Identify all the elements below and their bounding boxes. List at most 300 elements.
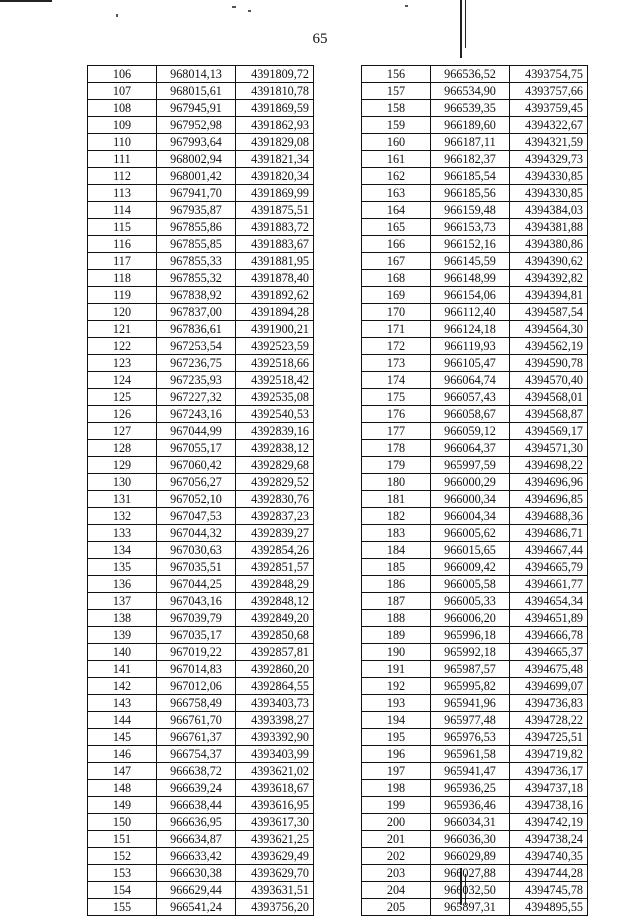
x-coordinate-cell: 966182,37 <box>431 151 510 168</box>
point-number-cell: 196 <box>362 746 431 763</box>
point-number-cell: 143 <box>88 695 157 712</box>
x-coordinate-cell: 967056,27 <box>157 474 236 491</box>
x-coordinate-cell: 966638,72 <box>157 763 236 780</box>
y-coordinate-cell: 4392848,12 <box>236 593 314 610</box>
point-number-cell: 191 <box>362 661 431 678</box>
x-coordinate-cell: 965941,47 <box>431 763 510 780</box>
x-coordinate-cell: 967035,51 <box>157 559 236 576</box>
y-coordinate-cell: 4392864,55 <box>236 678 314 695</box>
y-coordinate-cell: 4394665,79 <box>510 559 588 576</box>
table-row <box>362 797 588 814</box>
y-coordinate-cell: 4391900,21 <box>236 321 314 338</box>
table-row <box>88 100 314 117</box>
table-row <box>88 814 314 831</box>
y-coordinate-cell: 4391821,34 <box>236 151 314 168</box>
point-number-cell: 107 <box>88 83 157 100</box>
table-row <box>362 882 588 899</box>
y-coordinate-cell: 4394590,78 <box>510 355 588 372</box>
y-coordinate-cell: 4394696,96 <box>510 474 588 491</box>
y-coordinate-cell: 4391869,99 <box>236 185 314 202</box>
x-coordinate-cell: 966761,37 <box>157 729 236 746</box>
x-coordinate-cell: 966145,59 <box>431 253 510 270</box>
y-coordinate-cell: 4391892,62 <box>236 287 314 304</box>
table-row <box>88 644 314 661</box>
table-row <box>88 576 314 593</box>
table-row <box>362 610 588 627</box>
table-row <box>88 695 314 712</box>
x-coordinate-cell: 966187,11 <box>431 134 510 151</box>
point-number-cell: 170 <box>362 304 431 321</box>
x-coordinate-cell: 966029,89 <box>431 848 510 865</box>
point-number-cell: 204 <box>362 882 431 899</box>
table-row <box>88 763 314 780</box>
point-number-cell: 112 <box>88 168 157 185</box>
table-row <box>362 559 588 576</box>
point-number-cell: 197 <box>362 763 431 780</box>
point-number-cell: 192 <box>362 678 431 695</box>
x-coordinate-cell: 966152,16 <box>431 236 510 253</box>
y-coordinate-cell: 4394728,22 <box>510 712 588 729</box>
point-number-cell: 161 <box>362 151 431 168</box>
scan-speck <box>248 10 251 12</box>
x-coordinate-cell: 967052,10 <box>157 491 236 508</box>
table-row <box>362 661 588 678</box>
x-coordinate-cell: 965941,96 <box>431 695 510 712</box>
point-number-cell: 201 <box>362 831 431 848</box>
table-row <box>362 831 588 848</box>
y-coordinate-cell: 4392518,66 <box>236 355 314 372</box>
table-row <box>88 797 314 814</box>
table-row <box>362 780 588 797</box>
x-coordinate-cell: 965976,53 <box>431 729 510 746</box>
table-row <box>362 695 588 712</box>
point-number-cell: 132 <box>88 508 157 525</box>
y-coordinate-cell: 4392854,26 <box>236 542 314 559</box>
y-coordinate-cell: 4394667,44 <box>510 542 588 559</box>
point-number-cell: 160 <box>362 134 431 151</box>
table-row <box>362 814 588 831</box>
point-number-cell: 138 <box>88 610 157 627</box>
table-row <box>362 202 588 219</box>
point-number-cell: 122 <box>88 338 157 355</box>
y-coordinate-cell: 4394321,59 <box>510 134 588 151</box>
table-row <box>88 168 314 185</box>
table-row <box>362 508 588 525</box>
point-number-cell: 155 <box>88 899 157 916</box>
table-row <box>362 542 588 559</box>
x-coordinate-cell: 965936,46 <box>431 797 510 814</box>
y-coordinate-cell: 4393754,75 <box>510 66 588 83</box>
y-coordinate-cell: 4394738,16 <box>510 797 588 814</box>
x-coordinate-cell: 967855,85 <box>157 236 236 253</box>
point-number-cell: 117 <box>88 253 157 270</box>
point-number-cell: 167 <box>362 253 431 270</box>
table-row <box>362 474 588 491</box>
y-coordinate-cell: 4392839,16 <box>236 423 314 440</box>
y-coordinate-cell: 4392540,53 <box>236 406 314 423</box>
point-number-cell: 136 <box>88 576 157 593</box>
table-row <box>362 219 588 236</box>
table-row <box>88 661 314 678</box>
table-row <box>88 678 314 695</box>
y-coordinate-cell: 4394696,85 <box>510 491 588 508</box>
table-row <box>362 338 588 355</box>
point-number-cell: 198 <box>362 780 431 797</box>
y-coordinate-cell: 4394661,77 <box>510 576 588 593</box>
y-coordinate-cell: 4392857,81 <box>236 644 314 661</box>
y-coordinate-cell: 4394719,82 <box>510 746 588 763</box>
table-row <box>362 83 588 100</box>
point-number-cell: 163 <box>362 185 431 202</box>
point-number-cell: 121 <box>88 321 157 338</box>
y-coordinate-cell: 4391810,78 <box>236 83 314 100</box>
point-number-cell: 157 <box>362 83 431 100</box>
x-coordinate-cell: 968002,94 <box>157 151 236 168</box>
table-row <box>88 66 314 83</box>
y-coordinate-cell: 4394698,22 <box>510 457 588 474</box>
table-row <box>362 355 588 372</box>
point-number-cell: 115 <box>88 219 157 236</box>
x-coordinate-cell: 966000,29 <box>431 474 510 491</box>
x-coordinate-cell: 966153,73 <box>431 219 510 236</box>
y-coordinate-cell: 4394654,34 <box>510 593 588 610</box>
x-coordinate-cell: 966185,54 <box>431 168 510 185</box>
table-row <box>88 491 314 508</box>
y-coordinate-cell: 4394562,19 <box>510 338 588 355</box>
table-row <box>362 627 588 644</box>
y-coordinate-cell: 4394725,51 <box>510 729 588 746</box>
x-coordinate-cell: 966639,24 <box>157 780 236 797</box>
y-coordinate-cell: 4391809,72 <box>236 66 314 83</box>
y-coordinate-cell: 4392860,20 <box>236 661 314 678</box>
point-number-cell: 146 <box>88 746 157 763</box>
y-coordinate-cell: 4394738,24 <box>510 831 588 848</box>
point-number-cell: 144 <box>88 712 157 729</box>
y-coordinate-cell: 4394322,67 <box>510 117 588 134</box>
table-row <box>88 746 314 763</box>
x-coordinate-cell: 967935,87 <box>157 202 236 219</box>
y-coordinate-cell: 4391883,72 <box>236 219 314 236</box>
x-coordinate-cell: 966112,40 <box>431 304 510 321</box>
table-row <box>362 712 588 729</box>
table-row <box>88 542 314 559</box>
x-coordinate-cell: 967243,16 <box>157 406 236 423</box>
x-coordinate-cell: 966148,99 <box>431 270 510 287</box>
table-row <box>88 525 314 542</box>
point-number-cell: 193 <box>362 695 431 712</box>
table-row <box>362 134 588 151</box>
point-number-cell: 119 <box>88 287 157 304</box>
x-coordinate-cell: 966119,93 <box>431 338 510 355</box>
point-number-cell: 137 <box>88 593 157 610</box>
y-coordinate-cell: 4394571,30 <box>510 440 588 457</box>
y-coordinate-cell: 4392849,20 <box>236 610 314 627</box>
x-coordinate-cell: 967945,91 <box>157 100 236 117</box>
x-coordinate-cell: 967039,79 <box>157 610 236 627</box>
table-row <box>362 185 588 202</box>
x-coordinate-cell: 967030,63 <box>157 542 236 559</box>
x-coordinate-cell: 967838,92 <box>157 287 236 304</box>
y-coordinate-cell: 4394675,48 <box>510 661 588 678</box>
x-coordinate-cell: 966000,34 <box>431 491 510 508</box>
x-coordinate-cell: 966541,24 <box>157 899 236 916</box>
point-number-cell: 120 <box>88 304 157 321</box>
point-number-cell: 129 <box>88 457 157 474</box>
x-coordinate-cell: 967055,17 <box>157 440 236 457</box>
y-coordinate-cell: 4391894,28 <box>236 304 314 321</box>
coordinates-table-right-body <box>362 66 588 916</box>
point-number-cell: 141 <box>88 661 157 678</box>
x-coordinate-cell: 967855,32 <box>157 270 236 287</box>
table-row <box>88 627 314 644</box>
point-number-cell: 180 <box>362 474 431 491</box>
table-row <box>362 304 588 321</box>
coordinates-table-left <box>87 65 314 916</box>
point-number-cell: 168 <box>362 270 431 287</box>
point-number-cell: 109 <box>88 117 157 134</box>
table-row <box>362 593 588 610</box>
y-coordinate-cell: 4391829,08 <box>236 134 314 151</box>
y-coordinate-cell: 4393756,20 <box>236 899 314 916</box>
table-row <box>88 219 314 236</box>
table-row <box>88 117 314 134</box>
x-coordinate-cell: 966064,74 <box>431 372 510 389</box>
point-number-cell: 159 <box>362 117 431 134</box>
x-coordinate-cell: 966005,33 <box>431 593 510 610</box>
table-row <box>88 304 314 321</box>
y-coordinate-cell: 4394651,89 <box>510 610 588 627</box>
table-row <box>362 746 588 763</box>
point-number-cell: 153 <box>88 865 157 882</box>
x-coordinate-cell: 967855,33 <box>157 253 236 270</box>
y-coordinate-cell: 4394745,78 <box>510 882 588 899</box>
x-coordinate-cell: 965992,18 <box>431 644 510 661</box>
scan-speck <box>116 14 118 17</box>
point-number-cell: 176 <box>362 406 431 423</box>
point-number-cell: 110 <box>88 134 157 151</box>
y-coordinate-cell: 4394666,78 <box>510 627 588 644</box>
page-number: 65 <box>312 31 328 47</box>
x-coordinate-cell: 966754,37 <box>157 746 236 763</box>
point-number-cell: 169 <box>362 287 431 304</box>
point-number-cell: 142 <box>88 678 157 695</box>
point-number-cell: 131 <box>88 491 157 508</box>
table-row <box>362 423 588 440</box>
table-row <box>362 151 588 168</box>
table-row <box>362 899 588 916</box>
y-coordinate-cell: 4393616,95 <box>236 797 314 814</box>
table-row <box>88 865 314 882</box>
y-coordinate-cell: 4393621,25 <box>236 831 314 848</box>
table-row <box>88 508 314 525</box>
y-coordinate-cell: 4392523,59 <box>236 338 314 355</box>
y-coordinate-cell: 4394686,71 <box>510 525 588 542</box>
table-row <box>88 270 314 287</box>
table-row <box>362 763 588 780</box>
y-coordinate-cell: 4391869,59 <box>236 100 314 117</box>
x-coordinate-cell: 966536,52 <box>431 66 510 83</box>
table-row <box>362 117 588 134</box>
x-coordinate-cell: 968001,42 <box>157 168 236 185</box>
table-row <box>88 287 314 304</box>
y-coordinate-cell: 4393629,49 <box>236 848 314 865</box>
point-number-cell: 114 <box>88 202 157 219</box>
x-coordinate-cell: 967952,98 <box>157 117 236 134</box>
x-coordinate-cell: 966105,47 <box>431 355 510 372</box>
x-coordinate-cell: 967236,75 <box>157 355 236 372</box>
point-number-cell: 127 <box>88 423 157 440</box>
x-coordinate-cell: 966159,48 <box>431 202 510 219</box>
y-coordinate-cell: 4394744,28 <box>510 865 588 882</box>
table-row <box>362 576 588 593</box>
table-row <box>362 270 588 287</box>
point-number-cell: 174 <box>362 372 431 389</box>
table-row <box>362 491 588 508</box>
x-coordinate-cell: 968014,13 <box>157 66 236 83</box>
point-number-cell: 175 <box>362 389 431 406</box>
point-number-cell: 195 <box>362 729 431 746</box>
y-coordinate-cell: 4394329,73 <box>510 151 588 168</box>
binder-mark-top <box>460 0 462 58</box>
point-number-cell: 111 <box>88 151 157 168</box>
table-row <box>88 593 314 610</box>
table-row <box>362 406 588 423</box>
table-row <box>88 457 314 474</box>
point-number-cell: 128 <box>88 440 157 457</box>
table-row <box>362 287 588 304</box>
x-coordinate-cell: 967035,17 <box>157 627 236 644</box>
table-row <box>362 440 588 457</box>
table-row <box>362 236 588 253</box>
y-coordinate-cell: 4393617,30 <box>236 814 314 831</box>
coordinates-table-right <box>361 65 588 916</box>
table-row <box>88 151 314 168</box>
x-coordinate-cell: 965997,59 <box>431 457 510 474</box>
y-coordinate-cell: 4394587,54 <box>510 304 588 321</box>
y-coordinate-cell: 4392518,42 <box>236 372 314 389</box>
x-coordinate-cell: 967014,83 <box>157 661 236 678</box>
y-coordinate-cell: 4392848,29 <box>236 576 314 593</box>
x-coordinate-cell: 966638,44 <box>157 797 236 814</box>
y-coordinate-cell: 4394392,82 <box>510 270 588 287</box>
point-number-cell: 185 <box>362 559 431 576</box>
x-coordinate-cell: 966032,50 <box>431 882 510 899</box>
table-row <box>88 202 314 219</box>
scan-speck <box>405 5 408 7</box>
x-coordinate-cell: 966630,38 <box>157 865 236 882</box>
x-coordinate-cell: 967012,06 <box>157 678 236 695</box>
x-coordinate-cell: 965977,48 <box>431 712 510 729</box>
point-number-cell: 189 <box>362 627 431 644</box>
x-coordinate-cell: 966064,37 <box>431 440 510 457</box>
x-coordinate-cell: 967047,53 <box>157 508 236 525</box>
point-number-cell: 140 <box>88 644 157 661</box>
x-coordinate-cell: 966059,12 <box>431 423 510 440</box>
table-row <box>88 253 314 270</box>
x-coordinate-cell: 966539,35 <box>431 100 510 117</box>
x-coordinate-cell: 967044,99 <box>157 423 236 440</box>
y-coordinate-cell: 4393403,73 <box>236 695 314 712</box>
table-row <box>362 865 588 882</box>
table-row <box>88 134 314 151</box>
x-coordinate-cell: 965987,57 <box>431 661 510 678</box>
x-coordinate-cell: 966534,90 <box>431 83 510 100</box>
table-row <box>362 525 588 542</box>
x-coordinate-cell: 965936,25 <box>431 780 510 797</box>
x-coordinate-cell: 966005,58 <box>431 576 510 593</box>
point-number-cell: 202 <box>362 848 431 865</box>
y-coordinate-cell: 4391862,93 <box>236 117 314 134</box>
point-number-cell: 148 <box>88 780 157 797</box>
y-coordinate-cell: 4394390,62 <box>510 253 588 270</box>
point-number-cell: 118 <box>88 270 157 287</box>
y-coordinate-cell: 4393629,70 <box>236 865 314 882</box>
point-number-cell: 133 <box>88 525 157 542</box>
point-number-cell: 134 <box>88 542 157 559</box>
point-number-cell: 177 <box>362 423 431 440</box>
y-coordinate-cell: 4394740,35 <box>510 848 588 865</box>
y-coordinate-cell: 4392851,57 <box>236 559 314 576</box>
x-coordinate-cell: 966034,31 <box>431 814 510 831</box>
table-row <box>88 355 314 372</box>
y-coordinate-cell: 4393392,90 <box>236 729 314 746</box>
point-number-cell: 149 <box>88 797 157 814</box>
point-number-cell: 135 <box>88 559 157 576</box>
y-coordinate-cell: 4391875,51 <box>236 202 314 219</box>
table-row <box>362 168 588 185</box>
point-number-cell: 203 <box>362 865 431 882</box>
point-number-cell: 106 <box>88 66 157 83</box>
x-coordinate-cell: 967044,32 <box>157 525 236 542</box>
y-coordinate-cell: 4394330,85 <box>510 185 588 202</box>
x-coordinate-cell: 965996,18 <box>431 627 510 644</box>
table-row <box>88 185 314 202</box>
y-coordinate-cell: 4392535,08 <box>236 389 314 406</box>
y-coordinate-cell: 4392829,68 <box>236 457 314 474</box>
y-coordinate-cell: 4391883,67 <box>236 236 314 253</box>
point-number-cell: 125 <box>88 389 157 406</box>
table-row <box>362 729 588 746</box>
point-number-cell: 172 <box>362 338 431 355</box>
x-coordinate-cell: 966058,67 <box>431 406 510 423</box>
point-number-cell: 179 <box>362 457 431 474</box>
x-coordinate-cell: 965995,82 <box>431 678 510 695</box>
y-coordinate-cell: 4392830,76 <box>236 491 314 508</box>
y-coordinate-cell: 4394394,81 <box>510 287 588 304</box>
point-number-cell: 156 <box>362 66 431 83</box>
point-number-cell: 166 <box>362 236 431 253</box>
x-coordinate-cell: 966634,87 <box>157 831 236 848</box>
x-coordinate-cell: 966015,65 <box>431 542 510 559</box>
y-coordinate-cell: 4392839,27 <box>236 525 314 542</box>
y-coordinate-cell: 4394568,87 <box>510 406 588 423</box>
y-coordinate-cell: 4394568,01 <box>510 389 588 406</box>
table-row <box>88 882 314 899</box>
point-number-cell: 200 <box>362 814 431 831</box>
y-coordinate-cell: 4393621,02 <box>236 763 314 780</box>
point-number-cell: 194 <box>362 712 431 729</box>
point-number-cell: 108 <box>88 100 157 117</box>
table-row <box>88 474 314 491</box>
y-coordinate-cell: 4392838,12 <box>236 440 314 457</box>
point-number-cell: 147 <box>88 763 157 780</box>
x-coordinate-cell: 966758,49 <box>157 695 236 712</box>
table-row <box>362 644 588 661</box>
point-number-cell: 182 <box>362 508 431 525</box>
y-coordinate-cell: 4394330,85 <box>510 168 588 185</box>
x-coordinate-cell: 966005,62 <box>431 525 510 542</box>
point-number-cell: 123 <box>88 355 157 372</box>
